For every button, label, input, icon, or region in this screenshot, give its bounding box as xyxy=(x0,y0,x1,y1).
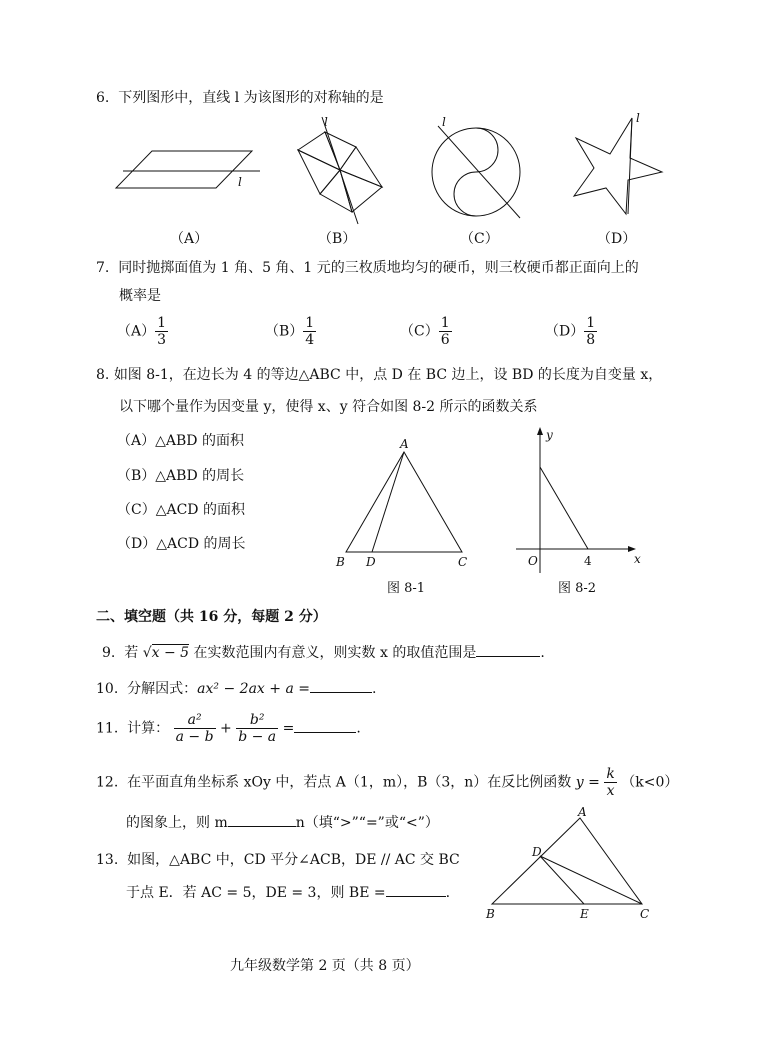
q12-line2: 的图象上，则 m n（填“>”“=”或“<”） xyxy=(126,812,439,832)
q6-fig-c-label-l: l xyxy=(442,115,446,129)
q13-fig-label-e: E xyxy=(580,907,589,921)
q13-line1: 13. 如图，△ABC 中，CD 平分∠ACB，DE // AC 交 BC xyxy=(96,852,460,868)
fig8-2-label-o: O xyxy=(528,554,538,568)
q8-option-b: （B）△ABD 的周长 xyxy=(117,468,245,484)
q13-fig-label-b: B xyxy=(486,907,495,921)
q6-figure-a xyxy=(120,140,280,200)
q6-figure-d xyxy=(570,110,670,220)
q13-fig-label-d: D xyxy=(532,845,542,859)
section2-title: 二、填空题（共 16 分，每题 2 分） xyxy=(96,609,327,625)
q7-option-a: （A） $\frac{1}{3}$ xyxy=(117,315,167,348)
fig8-1-label-c: C xyxy=(458,555,468,569)
q11-stem: 11. 计算： $\frac{\text{a²}}{a - b}$ + $\frac{\text{b²}}{b - a}$ = . xyxy=(96,712,361,745)
q6-figure-b xyxy=(290,112,390,232)
q6-fig-d-label-l: l xyxy=(636,111,640,125)
q12-line1: 12. 在平面直角坐标系 xOy 中，若点 A（1，m），B（3，n）在反比例函数 y = $\frac{k}{x}$ （k<0） xyxy=(96,766,679,799)
q7-stem-line1: 7. 同时抛掷面值为 1 角、5 角、1 元的三枚质地均匀的硬币，则三枚硬币都正面向上的 xyxy=(96,260,639,276)
q6-fig-a-label-l: l xyxy=(238,175,242,189)
q13-fig-label-a: A xyxy=(578,805,587,819)
sqrt-symbol: √ xyxy=(142,645,152,661)
q6-option-c: （C） xyxy=(460,231,499,247)
q13-line2: 于点 E．若 AC = 5，DE = 3，则 BE = . xyxy=(126,882,450,902)
q13-answer-blank[interactable] xyxy=(386,882,446,897)
fig8-1-label-a: A xyxy=(400,437,409,451)
q8-option-d: （D）△ACD 的周长 xyxy=(117,536,246,552)
q6-fig-b-label-l: l xyxy=(324,115,328,129)
q10-answer-blank[interactable] xyxy=(310,678,372,693)
q13-figure xyxy=(482,805,662,921)
fig8-1-label-d: D xyxy=(366,555,376,569)
page-footer: 九年级数学第 2 页（共 8 页） xyxy=(230,958,420,974)
fig8-2-tick-4: 4 xyxy=(584,554,592,568)
q6-option-d: （D） xyxy=(597,231,637,247)
q6-stem: 6. 下列图形中，直线 l 为该图形的对称轴的是 xyxy=(96,90,384,106)
q8-stem-line2: 以下哪个量作为因变量 y，使得 x、y 符合如图 8-2 所示的函数关系 xyxy=(119,399,538,415)
q8-figure-8-2 xyxy=(510,425,650,575)
q11-answer-blank[interactable] xyxy=(294,718,356,733)
q9-answer-blank[interactable] xyxy=(476,642,540,657)
q12-answer-blank[interactable] xyxy=(228,812,296,827)
q8-figure-8-1 xyxy=(330,432,480,572)
q7-option-b: （B） $\frac{1}{4}$ xyxy=(265,315,315,348)
fig8-2-label-y: y xyxy=(546,428,553,442)
q8-option-c: （C）△ACD 的面积 xyxy=(117,502,245,518)
q8-stem-line1: 8. 如图 8-1，在边长为 4 的等边△ABC 中，点 D 在 BC 边上，设 BD 的长度为自变量 x， xyxy=(96,367,663,383)
q7-option-d: （D） $\frac{1}{8}$ xyxy=(545,315,596,348)
q8-option-a: （A）△ABD 的面积 xyxy=(117,433,244,449)
q6-figure-c xyxy=(428,114,528,224)
q7-stem-line2: 概率是 xyxy=(119,288,161,304)
q6-option-b: （B） xyxy=(318,231,357,247)
q9-stem: 9. 若 √x − 5 在实数范围内有意义，则实数 x 的取值范围是 . xyxy=(102,642,545,662)
q6-option-a: （A） xyxy=(170,231,209,247)
fig8-2-caption: 图 8-2 xyxy=(558,581,597,596)
fig8-1-label-b: B xyxy=(336,555,345,569)
fig8-2-label-x: x xyxy=(634,552,641,566)
q10-stem: 10. 分解因式：ax² − 2ax + a = . xyxy=(96,678,376,698)
q7-option-c: （C） $\frac{1}{6}$ xyxy=(400,315,450,348)
q13-fig-label-c: C xyxy=(640,907,650,921)
fig8-1-caption: 图 8-1 xyxy=(387,581,426,596)
